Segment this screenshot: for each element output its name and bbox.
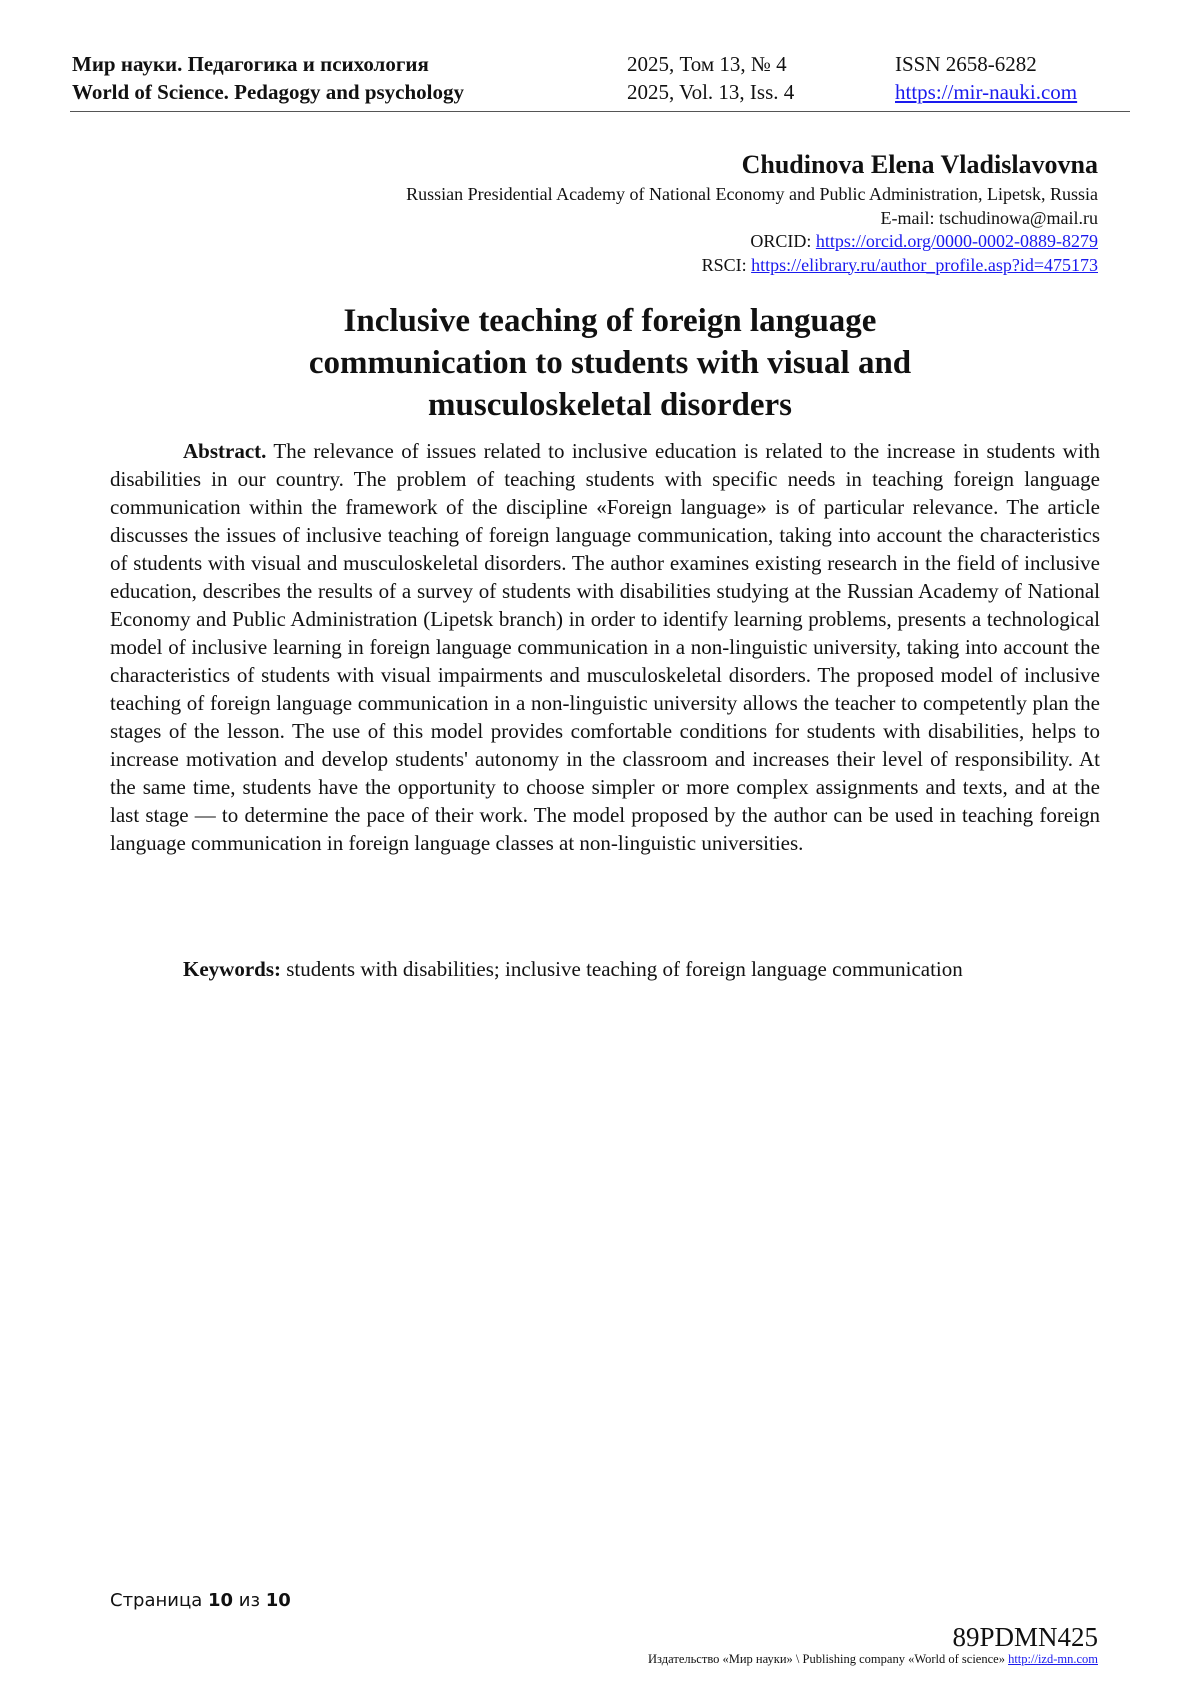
author-rsci <box>406 254 1098 278</box>
page-total: 10 <box>265 1590 291 1611</box>
keywords <box>183 955 963 983</box>
rsci-link[interactable]: https://elibrary.ru/author_profile.asp?id=475173 <box>751 254 1098 275</box>
issue-info-en: 2025, Vol. 13, Iss. 4 <box>627 80 795 104</box>
title-line-2: communication to students with visual and <box>308 345 912 381</box>
author-name: Chudinova Elena Vladislavovna <box>741 150 1098 179</box>
keywords-text: students with disabilities; inclusive teaching of foreign language communication <box>281 957 963 981</box>
journal-header <box>72 50 1130 106</box>
journal-title-en: World of Science. Pedagogy and psychology <box>72 80 465 104</box>
abstract-label: Abstract. <box>183 439 267 463</box>
journal-site-link[interactable]: https://mir-nauki.com <box>895 80 1078 104</box>
header-divider <box>70 111 1130 112</box>
title-line-1: Inclusive teaching of foreign language <box>343 303 877 339</box>
publisher-line <box>648 1652 1098 1667</box>
header-row-en <box>72 78 1130 106</box>
abstract-text: The relevance of issues related to inclusive education is related to the increase in students with disabilities in our country. The problem of teaching students with specific needs in teaching foreign language communication within the framework of the discipline «Foreign language» is of particular relevance. The article discusses the issues of inclusive teaching of foreign language communication, taking into account the characteristics of students with visual and musculoskeletal disorders. The author examines existing research in the field of inclusive education, describes the results of a survey of students with disabilities studying at the Russian Academy of National Economy and Public Administration (Lipetsk branch) in order to identify learning problems, presents a technological model of inclusive learning in foreign language communication in a non-linguistic university, taking into account the characteristics of students with visual impairments and musculoskeletal disorders. The proposed model of inclusive teaching of foreign language communication in a non-linguistic university allows the teacher to competently plan the stages of the lesson. The use of this model provides comfortable conditions for students with disabilities, helps to increase motivation and develop students' autonomy in the classroom and increases their level of responsibility. At the same time, students have the opportunity to choose simpler or more complex assignments and texts, and at the last stage — to determine the pace of their work. The model proposed by the author can be used in teaching foreign language communication in foreign language classes at non-linguistic universities. <box>110 439 1100 855</box>
orcid-label: ORCID: <box>750 231 816 251</box>
page-prefix: Страница <box>110 1590 208 1611</box>
publisher-text: Издательство «Мир науки» \ Publishing company «World of science» <box>648 1652 1009 1666</box>
page-separator: из <box>233 1590 266 1611</box>
author-email: E-mail: tschudinowa@mail.ru <box>880 207 1098 228</box>
issn: ISSN 2658-6282 <box>895 52 1037 76</box>
article-title <box>110 300 1110 426</box>
rsci-label: RSCI: <box>701 254 752 275</box>
title-line-3: musculoskeletal disorders <box>428 387 792 423</box>
header-row-ru <box>72 50 1130 78</box>
abstract <box>110 437 1100 857</box>
journal-title-ru: Мир науки. Педагогика и психология <box>72 52 429 76</box>
page-current: 10 <box>207 1590 234 1611</box>
article-code: 89PDMN425 <box>952 1622 1098 1652</box>
publisher-link[interactable]: http://izd-mn.com <box>1008 1652 1098 1666</box>
author-orcid <box>406 230 1098 254</box>
author-affiliation: Russian Presidential Academy of National Economy and Public Administration, Lipetsk, Russia <box>406 184 1098 204</box>
page-number <box>110 1590 291 1611</box>
issue-info-ru: 2025, Том 13, № 4 <box>627 52 787 76</box>
keywords-label: Keywords: <box>183 957 281 981</box>
orcid-link[interactable]: https://orcid.org/0000-0002-0889-8279 <box>815 231 1098 251</box>
author-block <box>406 147 1098 277</box>
